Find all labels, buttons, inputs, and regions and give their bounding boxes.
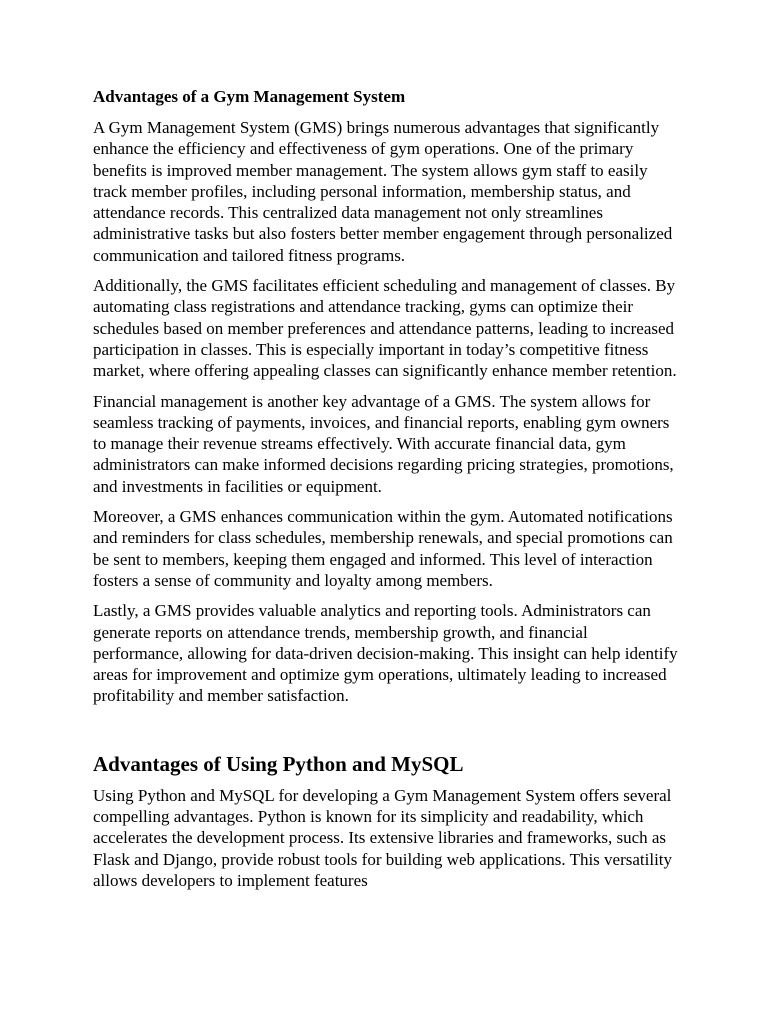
section-heading-gym-advantages: Advantages of a Gym Management System: [93, 87, 406, 106]
paragraph-python-mysql: Using Python and MySQL for developing a Gym Management System offers several compelling advantages. Python is known for its simplicity and readability, which accelerates the development process. Its extensive libraries and frameworks, such as Flask and Django, provide robust tools for building web applications. This versatility allows developers to implement features: [93, 785, 673, 890]
paragraph-communication: Moreover, a GMS enhances communication within the gym. Automated notifications and reminders for class schedules, membership renewals, and special promotions can be sent to members, keeping them engaged and informed. This level of interaction fosters a sense of community and loyalty among members.: [93, 507, 673, 590]
paragraph-scheduling: Additionally, the GMS facilitates efficient scheduling and management of classes. By automating class registrations and attendance tracking, gyms can optimize their schedules based on member preferences and attendance patterns, leading to increased participation in classes. This is especially important in today’s competitive fitness market, where offering appealing classes can significantly enhance member retention.: [93, 276, 677, 381]
section-heading-python-mysql: Advantages of Using Python and MySQL: [93, 751, 464, 776]
paragraph-analytics: Lastly, a GMS provides valuable analytics and reporting tools. Administrators can generate reports on attendance trends, membership growth, and financial performance, allowing for data-driven decision-making. This insight can help identify areas for improvement and optimize gym operations, ultimately leading to increased profitability and member satisfaction.: [93, 601, 678, 706]
document-page: [93, 86, 681, 900]
paragraph-member-management: A Gym Management System (GMS) brings numerous advantages that significantly enhance the efficiency and effectiveness of gym operations. One of the primary benefits is improved member management. The system allows gym staff to easily track member profiles, including personal information, membership status, and attendance records. This centralized data management not only streamlines administrative tasks but also fosters better member engagement through personalized communication and tailored fitness programs.: [93, 118, 673, 265]
paragraph-financial-management: Financial management is another key advantage of a GMS. The system allows for seamless tracking of payments, invoices, and financial reports, enabling gym owners to manage their revenue streams effectively. With accurate financial data, gym administrators can make informed decisions regarding pricing strategies, promotions, and investments in facilities or equipment.: [93, 391, 674, 496]
